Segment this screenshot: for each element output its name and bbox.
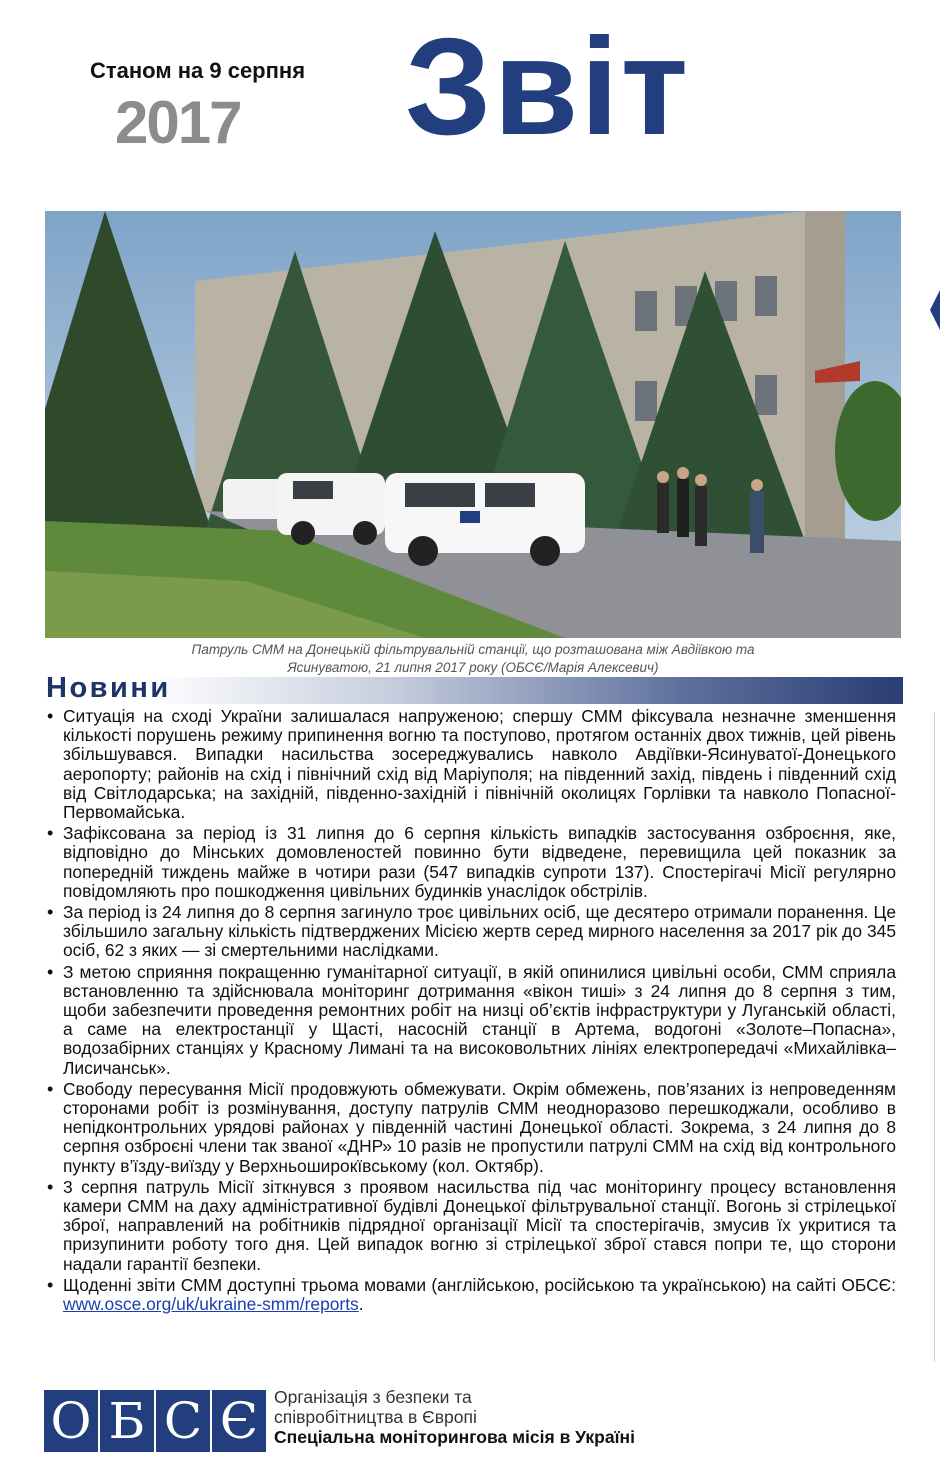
news-item-text: Свободу пересування Місії продовжують обмежувати. Окрім обмежень, пов’язаних із непроведенням сторонами робіт із розмінування, доступу патрулів СММ неодноразово перешкоджали, особливо в непідконтрольних урядові районах у південній частині Донецької області. Зокрема, з 24 липня до 8 серпня озброєні члени так званої «ДНР» 10 разів не пропустили патрулі СММ на схід від контрольного пункту в’їзду-виїзду у Верхньоширокївському (кол. Октябр). [63,1078,896,1176]
logo-letter: С [156,1390,210,1452]
news-item-text: 3 серпня патруль Місії зіткнувся з проявом насильства під час моніторингу процесу встановлення камери СММ на даху адміністративної будівлі Донецької фільтрувальної станції. Вогонь зі стрілецької зброї, направлений на робітників підрядної організації Місії та спостерігачів, змусив їх укритися та призупинити роботу того дня. Цей випадок вогню зі стрілецької зброї стався попри те, що сторони надали гарантії безпеки. [63,1176,896,1274]
logo-letter: О [44,1390,98,1452]
news-item-text: Щоденні звіти СММ доступні трьома мовами (англійською, російською та українською) на сайті ОБСЄ: [63,1274,896,1295]
bullet-icon: • [47,823,54,844]
bullet-icon: • [47,1176,54,1197]
news-item [46,903,896,961]
logo-letter: Є [212,1390,266,1452]
news-item-text: Зафіксована за період із 31 липня до 6 серпня кількість випадків застосування озброєння, яке, відповідно до Мінських домовленостей повинно бути відведене, перевищила цей показник за попередній тиждень майже в чотири рази (547 випадків супроти 137). Спостерігачі Місії регулярно повідомляють про пошкодження цивільних будинків унаслідок обстрілів. [63,823,896,901]
reports-link[interactable]: www.osce.org/uk/ukraine-smm/reports [63,1294,359,1315]
org-line1: Організація з безпеки та [274,1387,472,1407]
photo-caption-line1: Патруль СММ на Донецькій фільтрувальній станції, що розташована між Авдіївкою та [191,642,755,657]
news-heading: Новини [46,672,171,704]
news-item-end: . [358,1294,364,1315]
news-item [46,1178,896,1274]
right-divider [934,712,935,1362]
bullet-icon: • [47,902,54,923]
news-item [46,1080,896,1176]
side-tab-marker [930,290,940,330]
bullet-icon: • [47,1078,54,1099]
news-item-text: Ситуація на сході України залишалася напруженою; спершу СММ фіксувала незначне зменшення кількості порушень режиму припинення вогню та поступово, протягом останніх двох тижнів, цей рівень збільшувався. Випадки насильства зосереджувались навколо Авдіївки-Ясинуватої-Донецького аеропорту; районів на схід і північний схід від Маріуполя; на південний захід, південь і південний схід від Світлодарська; на західній, південно-західній і північній околицях Горлівки та навколо Попасної-Первомайська. [63,706,896,823]
logo-letter: Б [100,1390,154,1452]
report-year: 2017 [115,89,241,156]
news-item [46,963,896,1078]
bullet-icon: • [47,1274,54,1295]
news-list [46,707,896,1316]
report-title: Звіт [405,10,691,164]
photo-caption [45,641,901,677]
mission-name: Спеціальна моніторингова місія в Україні [274,1427,635,1447]
news-item-text: З метою сприяння покращенню гуманітарної ситуації, в якій опинилися цивільні особи, СММ сприяла встановленню та здійснювала моніторинг дотримання «вікон тиші» з 24 липня до 8 серпня з тим, щоби забезпечити проведення ремонтних робіт на низці об’єктів інфраструктури у Луганській області, а саме на електростанції у Щасті, насосній станції в Артема, водогоні «Золоте–Попасна», водозабірних станціях у Красному Лимані та на високовольтних лініях електропередачі «Михайлівка–Лисичанськ». [63,961,896,1078]
news-item [46,1276,896,1314]
bullet-icon: • [47,961,54,982]
organization-name [274,1387,635,1447]
bullet-icon: • [47,706,54,726]
news-item [46,824,896,901]
org-line2: співробітництва в Європі [274,1407,477,1427]
news-item-text: За період із 24 липня до 8 серпня загинуло троє цивільних осіб, ще десятеро отримали поранення. Це збільшило загальну кількість підтверджених Місією жертв серед мирного населення за 2017 рік до 345 осіб, 62 з яких — зі смертельними наслідками. [63,902,896,961]
osce-logo [44,1390,266,1452]
patrol-photo [45,211,901,638]
news-item [46,707,896,822]
photo-caption-line2: Ясинуватою, 21 липня 2017 року (ОБСЄ/Марія Алексевич) [287,660,659,675]
news-header-bar [45,677,903,704]
report-date: Станом на 9 серпня [90,58,306,83]
patrol-photo-illustration [45,211,901,638]
